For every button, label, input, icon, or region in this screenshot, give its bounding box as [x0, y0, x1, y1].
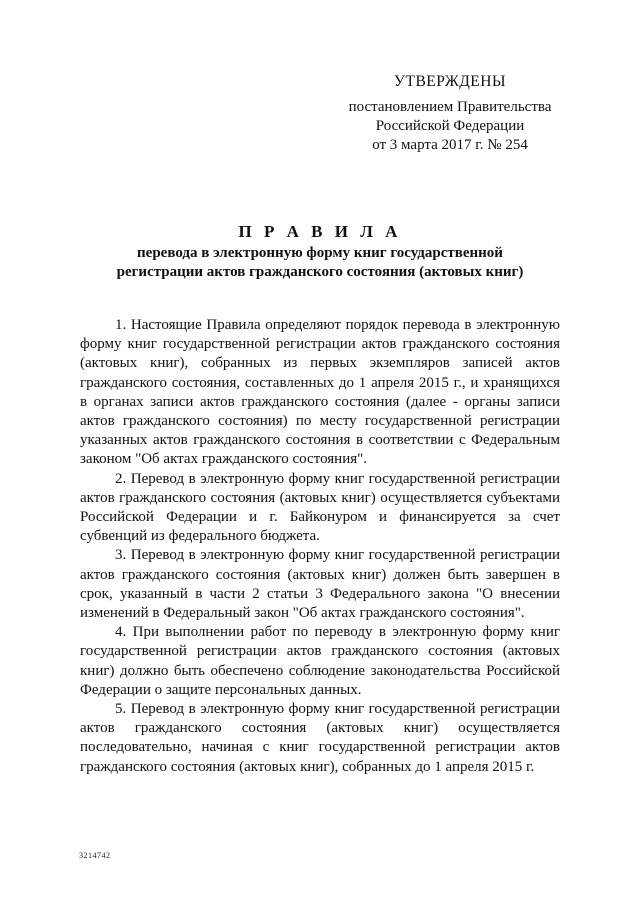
paragraph-4: 4. При выполнении работ по переводу в электронную форму книг государственной регистрации актов гражданского состояния (актовых книг) должно быть обеспечено соблюдение законодательства Российской Федерации о защите персональных данных. [80, 624, 560, 698]
subtitle-line-2: регистрации актов гражданского состояния (актовых книг) [116, 264, 524, 280]
paragraph-1: 1. Настоящие Правила определяют порядок перевода в электронную форму книг государственной регистрации актов гражданского состояния (актовых книг), собранных из первых экземпляров записей актов гражданского состояния, составленных до 1 апреля 2015 г., и хранящихся в органах записи актов гражданского состояния (далее - органы записи актов гражданского состояния) по месту государственной регистрации указанных актов гражданского состояния в соответствии с Федеральным законом "Об актах гражданского состояния". [80, 317, 560, 468]
document-subtitle [80, 244, 560, 282]
paragraph-3: 3. Перевод в электронную форму книг государственной регистрации актов гражданского состояния (актовых книг) должен быть завершен в срок, указанный в части 2 статьи 3 Федерального закона "О внесении изменений в Федеральный закон "Об актах гражданского состояния". [80, 547, 560, 622]
document-footer-number: 3214742 [79, 851, 111, 860]
approval-date-number: от 3 марта 2017 г. № 254 [372, 137, 528, 153]
approval-block [330, 72, 570, 155]
paragraph-5: 5. Перевод в электронную форму книг государственной регистрации актов гражданского состояния (актовых книг) осуществляется последовательно, начиная с книг государственной регистрации актов гражданского состояния (актовых книг), собранных до 1 апреля 2015 г. [80, 701, 560, 775]
paragraph-2: 2. Перевод в электронную форму книг государственной регистрации актов гражданского состояния (актовых книг) осуществляется субъектами Российской Федерации и г. Байконуром и финансируется за счет субвенций из федерального бюджета. [80, 470, 560, 545]
document-title: П Р А В И Л А [238, 222, 402, 241]
document-body [80, 316, 560, 777]
approval-stamp: УТВЕРЖДЕНЫ [394, 73, 506, 90]
approval-line-1: постановлением Правительства [348, 99, 552, 115]
subtitle-line-1: перевода в электронную форму книг государственной [137, 245, 503, 261]
approval-line-2: Российской Федерации [375, 118, 525, 134]
